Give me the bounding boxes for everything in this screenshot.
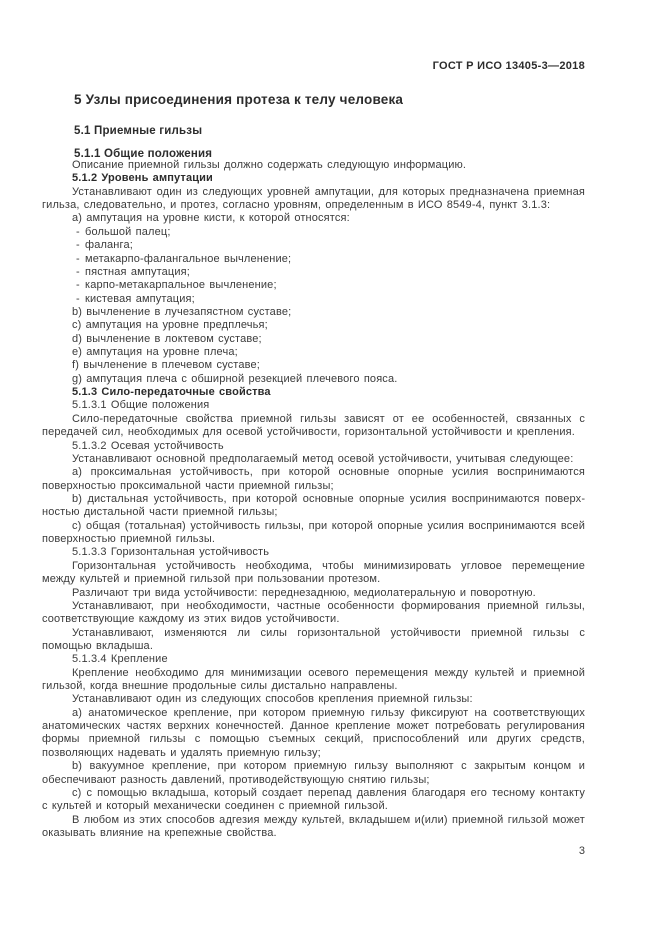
section-heading: 5.1 Приемные гильзы: [74, 125, 203, 137]
paragraph: f) вычленение в плечевом суставе;: [72, 359, 260, 372]
page-number: 3: [578, 845, 585, 857]
dash-list-item: [42, 253, 585, 266]
paragraph: 5.1.3.3 Горизонтальная устойчивость: [72, 546, 270, 559]
list-item-text: фаланга;: [85, 239, 133, 252]
dash-list-item: [42, 293, 585, 306]
paragraph: с) с помощью вкладыша, который создает перепад давления благодаря его тесному контакту с культей и который механически соединен с приемной гильзой.: [42, 786, 585, 813]
bold-subheading: 5.1.3 Сило-передаточные свойства: [72, 386, 271, 399]
paragraph: Устанавливают, изменяются ли силы горизонтальной устойчивости приемной гильзы с помощью вкладыша.: [42, 626, 585, 652]
paragraph: b) вакуумное крепление, при котором приемную гильзу выполняют с закрытым концом и обеспечивают разность давлений, противодействующую снятию гильзы;: [42, 760, 585, 786]
dash-list-item: [42, 266, 585, 279]
dash-marker: -: [76, 292, 80, 305]
paragraph: b) вычленение в лучезапястном суставе;: [72, 305, 292, 318]
paragraph: b) дистальная устойчивость, при которой основные опорные усилия воспринимаются поверхностью дистальной части приемной гильзы;: [42, 492, 585, 519]
standard-code-header: ГОСТ Р ИСО 13405-3—2018: [432, 60, 585, 72]
dash-marker: -: [76, 279, 80, 292]
list-item-text: карпо-метакарпальное вычленение;: [85, 279, 277, 292]
paragraph: Горизонтальная устойчивость необходима, чтобы минимизировать угловое перемещение между культей и приемной гильзой при пользовании протезом.: [42, 559, 585, 586]
paragraph: В любом из этих способов адгезия между культей, вкладышем и(или) приемной гильзой может оказывать влияние на крепежные свойства.: [42, 813, 585, 839]
paragraph: Различают три вида устойчивости: переднезаднюю, медиолатеральную и поворотную.: [72, 586, 536, 599]
paragraph: d) вычленение в локтевом суставе;: [72, 332, 262, 345]
dash-marker: -: [76, 239, 80, 252]
paragraph: 5.1.3.4 Крепление: [72, 653, 168, 666]
paragraph: Устанавливают, при необходимости, частные особенности формирования приемной гильзы, соответствующие каждому из этих видов устойчивости.: [42, 599, 585, 626]
list-item-text: кистевая ампутация;: [85, 292, 195, 305]
dash-list-item: [42, 239, 585, 252]
paragraph: Устанавливают один из следующих способов крепления приемной гильзы:: [72, 693, 473, 706]
paragraph: Сило-передаточные свойства приемной гильзы зависят от ее особенностей, связанных с передачей сил, необходимых для осевой устойчивости, горизонтальной устойчивости и крепления.: [42, 412, 585, 439]
paragraph: Описание приемной гильзы должно содержать следующую информацию.: [72, 159, 467, 171]
list-item-text: большой палец;: [85, 225, 171, 238]
paragraph: с) общая (тотальная) устойчивость гильзы, при которой опорные усилия воспринимаются всей поверхностью приемной гильзы.: [42, 519, 585, 546]
paragraph: 5.1.3.2 Осевая устойчивость: [72, 439, 224, 452]
paragraph: а) ампутация на уровне кисти, к которой относятся:: [72, 212, 350, 225]
dash-list-item: [42, 279, 585, 292]
paragraph: а) проксимальная устойчивость, при которой основные опорные усилия воспринимаются поверхностью проксимальной части приемной гильзы;: [42, 466, 585, 492]
paragraph: Устанавливают один из следующих уровней ампутации, для которых предназначена приемная гильза, следовательно, и протез, согласно уровням, определенным в ИСО 8549-4, пункт 3.1.3:: [42, 185, 585, 212]
dash-marker: -: [76, 252, 80, 265]
paragraph: е) ампутация на уровне плеча;: [72, 346, 238, 359]
subsection-heading: 5.1.1 Общие положения: [74, 148, 213, 160]
paragraph: g) ампутация плеча с обширной резекцией плечевого пояса.: [72, 372, 398, 385]
dash-list-item: [42, 226, 585, 239]
dash-marker: -: [76, 265, 80, 278]
paragraph: Крепление необходимо для минимизации осевого перемещения между культей и приемной гильзой, когда внешние продольные силы дистально направлены.: [42, 666, 585, 693]
paragraph: Устанавливают основной предполагаемый метод осевой устойчивости, учитывая следующее:: [72, 452, 574, 465]
list-item-text: метакарпо-фалангальное вычленение;: [85, 252, 292, 265]
paragraph: 5.1.3.1 Общие положения: [72, 399, 210, 412]
paragraph: а) анатомическое крепление, при котором приемную гильзу фиксируют на соответствующих анатомических частях верхних конечностей. Данное крепление может потребовать регулирования формы приемной гильзы с помощью съемных секций, приспособлений или других средств, позволяющих надевать и удалять приемную гильзу;: [42, 706, 585, 759]
document-body: [42, 159, 585, 840]
dash-marker: -: [76, 225, 80, 238]
paragraph: с) ампутация на уровне предплечья;: [72, 319, 268, 332]
chapter-heading: 5 Узлы присоединения протеза к телу человека: [74, 92, 404, 107]
bold-subheading: 5.1.2 Уровень ампутации: [72, 172, 213, 185]
list-item-text: пястная ампутация;: [85, 265, 190, 278]
